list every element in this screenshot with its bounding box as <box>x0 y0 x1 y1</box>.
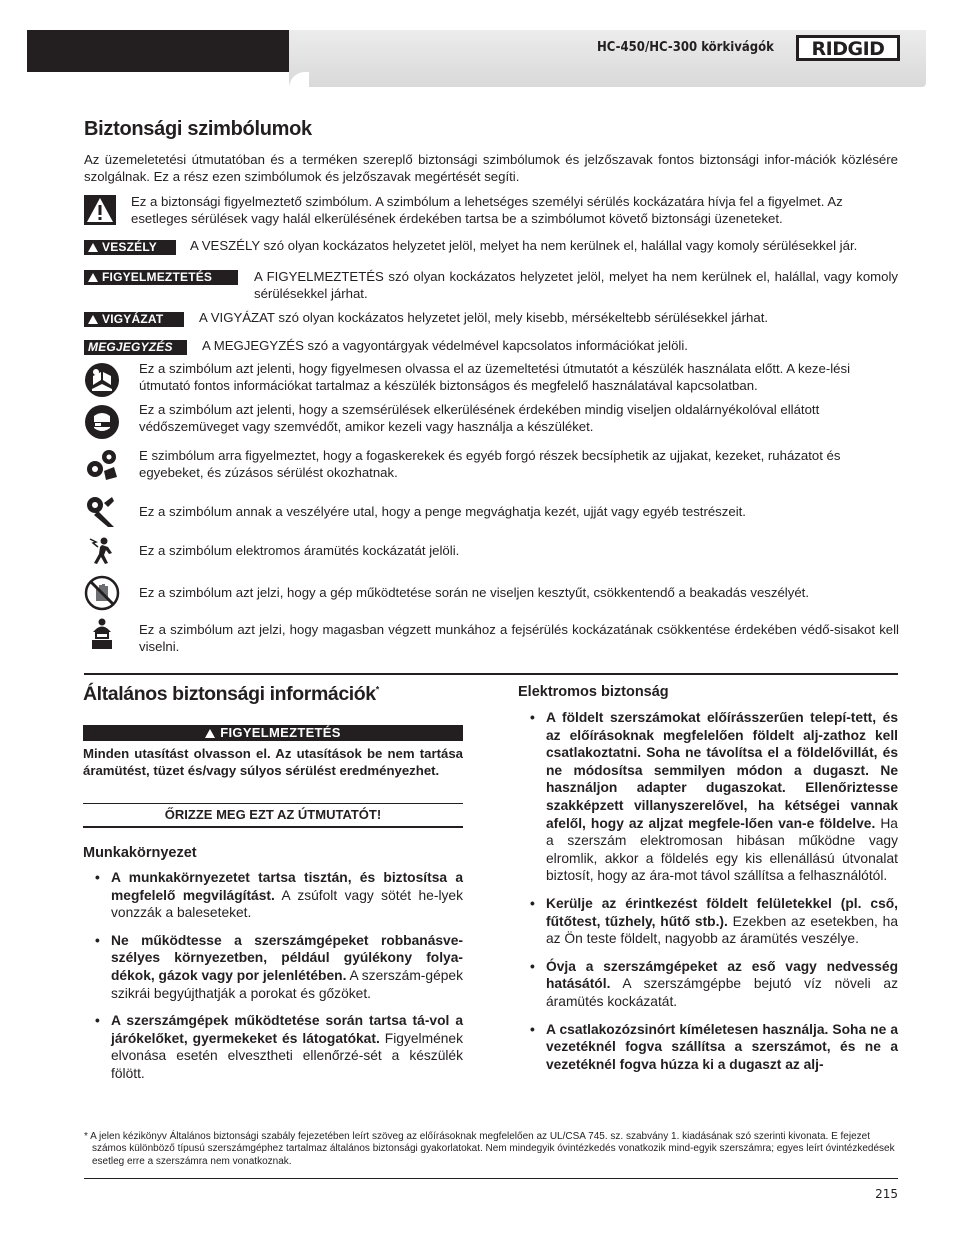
blade-text: Ez a szimbólum annak a veszélyére utal, hogy a penge megvághatja kezét, ujját vagy egyéb testrészeit. <box>139 504 746 519</box>
section-divider <box>84 673 898 675</box>
list-item: • A földelt szerszámokat előírásszerűen telepí-tett, és az előírásoknak megfelelően földelt alj-zathoz kell csatlakoztatni. Soha ne távolítsa el a földelővillát, és ne módosítsa semmilyen módon a dugaszt. Ne használjon adapter dugaszokat. Ellenőriztesse szakképzett villanyszerelővel, ha kétségei vannak afelől, hogy az aljzat megfele-lően van-e földelve. Ha a szerszám elektromosan hibásan működne vagy elromlik, akkor a földelés egy kis ellenállású útvonalat biztosít, hogy az ára-mot távol szállítsa a felhasználótól. <box>518 709 898 885</box>
symbol-row-read-manual <box>84 360 899 400</box>
no-gloves-text: Ez a szimbólum azt jelzi, hogy a gép működtetése során ne viseljen kesztyűt, csökkentendő a beakadás veszélyét. <box>139 585 809 600</box>
hard-hat-text: Ez a szimbólum azt jelzi, hogy magasban végzett munkához a fejsérülés kockázatának csökkentése érdekében védő-sisakot kell viselni. <box>139 622 899 654</box>
warning-label: FIGYELMEZTETÉS <box>84 270 238 285</box>
keep-top-rule <box>83 803 463 804</box>
safety-glasses-icon <box>84 404 120 440</box>
general-warning-text: Minden utasítást olvasson el. Az utasítások be nem tartása áramütést, tüzet és/vagy súlyos sérülést eredményezhet. <box>83 746 463 778</box>
signal-word-row <box>84 310 899 328</box>
list-item: • A munkakörnyezetet tartsa tisztán, és biztosítsa a megfelelő megvilágítást. A zsúfolt vagy sötét he-lyek vonzzák a baleseteket. <box>83 869 463 922</box>
read-manual-icon <box>84 362 120 398</box>
keep-manual-text: ŐRIZZE MEG EZT AZ ÚTMUTATÓT! <box>164 807 382 822</box>
alert-triangle-icon <box>88 243 98 252</box>
alert-symbol-text: Ez a biztonsági figyelmeztető szimbólum. A szimbólum a lehetséges személyi sérülés kockázatára hívja fel a figyelmet. Az esetleges sérülések vagy halál elkerülésének érdekében tartsa be a szimbólumot követő biztonsági üzeneteket. <box>131 194 843 226</box>
blade-cut-icon <box>84 493 120 529</box>
header-title: HC-450/HC-300 körkivágók <box>597 40 774 55</box>
warning-text: A FIGYELMEZTETÉS szó olyan kockázatos helyzetet jelöl, melyet ha nem kerülnek el, halállal, vagy komoly sérülésekkel járhat. <box>254 269 898 301</box>
read-manual-text: Ez a szimbólum azt jelenti, hogy figyelmesen olvassa el az üzemeltetési útmutatót a készülék használata előtt. A keze-lési útmutató fontos információkat tartalmaz a készülék biztonságos és megfelelő használatával kapcsolatban. <box>139 361 851 393</box>
work-area-heading: Munkakörnyezet <box>83 845 197 861</box>
signal-word-row <box>84 268 899 301</box>
footer-rule <box>84 1178 898 1179</box>
ridgid-logo <box>796 33 900 63</box>
alert-triangle-icon <box>205 729 215 738</box>
danger-text: A VESZÉLY szó olyan kockázatos helyzetet jelöl, melyet ha nem kerülnek el, halállal vagy komoly sérülésekkel jár. <box>190 238 858 253</box>
symbols-heading: Biztonsági szimbólumok <box>84 118 312 140</box>
caution-text: A VIGYÁZAT szó olyan kockázatos helyzetet jelöl, mely kisebb, mérsékeltebb sérülésekkel járhat. <box>199 310 769 325</box>
list-item: • A szerszámgépek működtetése során tartsa tá-vol a járókelőket, gyermekeket és látogatókat. Figyelmének elvonása esetén elvesztheti ellenőrzé-sét a készülék fölött. <box>83 1012 463 1082</box>
svg-text:RIDGID: RIDGID <box>811 38 885 60</box>
electric-text: Ez a szimbólum elektromos áramütés kockázatát jelöli. <box>139 543 460 558</box>
gear-entanglement-icon <box>84 447 120 483</box>
general-heading: Általános biztonsági információk* <box>83 683 379 705</box>
symbol-row-gear <box>84 447 899 487</box>
header-black-block <box>27 30 289 72</box>
work-area-list <box>83 869 463 1083</box>
no-gloves-icon <box>84 575 120 611</box>
electric-shock-icon <box>84 533 120 569</box>
notice-label: MEGJEGYZÉS <box>84 340 187 355</box>
footnote: * A jelen kézikönyv Általános biztonsági szabály fejezetében leírt szöveg az előírásoknak megfelelően az UL/CSA 745. sz. szabvány 1. kiadásának szó szerinti kivonata. E fejezet számos különböző típusú szerszámgéphez tartalmaz általános biztonsági gyakorlatokat. Nem mindegyik óvintézkedés vonatkozik mind-egyik szerszámra; egyes leírt óvintézkedések esetleg erre a szerszámra nem vonatkoznak. <box>84 1131 895 1167</box>
electrical-heading: Elektromos biztonság <box>518 684 669 700</box>
symbols-intro: Az üzemeletetési útmutatóban és a terméken szereplő biztonsági szimbólumok és jelzőszavak fontos biztonsági infor-mációk közlésére szolgálnak. Ez a rész ezen szimbólumok és jelzőszavak megértését segíti. <box>84 152 898 184</box>
left-column <box>83 683 463 706</box>
alert-triangle-icon <box>88 273 98 282</box>
list-item: • Kerülje az érintkezést földelt felületekkel (pl. cső, fűtőtest, tűzhely, hűtő stb.). Ezekben az esetekben, ha az Ön teste földelt, nagyobb az áramütés veszélye. <box>518 895 898 948</box>
gear-text: E szimbólum arra figyelmeztet, hogy a fogaskerekek és egyéb forgó részek becsíphetik az ujjakat, kezeket, ruházatot és egyebeket, és zúzásos sérülést okozhatnak. <box>139 448 841 480</box>
electrical-list <box>518 709 898 1073</box>
symbol-row-electric <box>84 533 899 569</box>
list-item: • Óvja a szerszámgépeket az eső vagy nedvesség hatásától. A szerszámgépbe bejutó víz növeli az áramütés kockázatát. <box>518 958 898 1011</box>
alert-triangle-icon <box>88 315 98 324</box>
hard-hat-icon <box>84 616 120 652</box>
general-warning-label: FIGYELMEZTETÉS <box>83 725 463 741</box>
notice-text: A MEGJEGYZÉS szó a vagyontárgyak védelmével kapcsolatos információkat jelöli. <box>202 338 688 353</box>
signal-word-row <box>84 338 899 356</box>
signal-word-row <box>84 238 899 256</box>
list-item: • A csatlakozózsinórt kíméletesen használja. Soha ne a vezetéknél fogva szállítsa a szerszámot, és ne a vezetéknél fogva húzza ki a dugaszt az alj- <box>518 1021 898 1074</box>
keep-bottom-rule <box>83 826 463 828</box>
safety-glasses-text: Ez a szimbólum azt jelenti, hogy a szemsérülések elkerülésének érdekében mindig viseljen oldalárnyékolóval ellátott védőszemüveget vagy szemvédőt, amikor kezeli vagy használja a készüléket. <box>139 402 820 434</box>
symbol-row-no-gloves <box>84 575 899 611</box>
danger-label: VESZÉLY <box>84 240 176 255</box>
symbol-row-hard-hat <box>84 616 899 656</box>
symbol-row-blade <box>84 493 899 529</box>
caution-label: VIGYÁZAT <box>84 312 184 327</box>
safety-alert-icon <box>84 195 116 225</box>
symbol-row-safety-glasses <box>84 401 899 441</box>
list-item: • Ne működtesse a szerszámgépeket robbanásve-szélyes környezetben, például gyúlékony folya-dékok, gázok vagy por jelenlétében. A szerszám-gépek szikrái begyújthatják a porokat és gőzöket. <box>83 932 463 1002</box>
page-number: 215 <box>875 1187 898 1201</box>
